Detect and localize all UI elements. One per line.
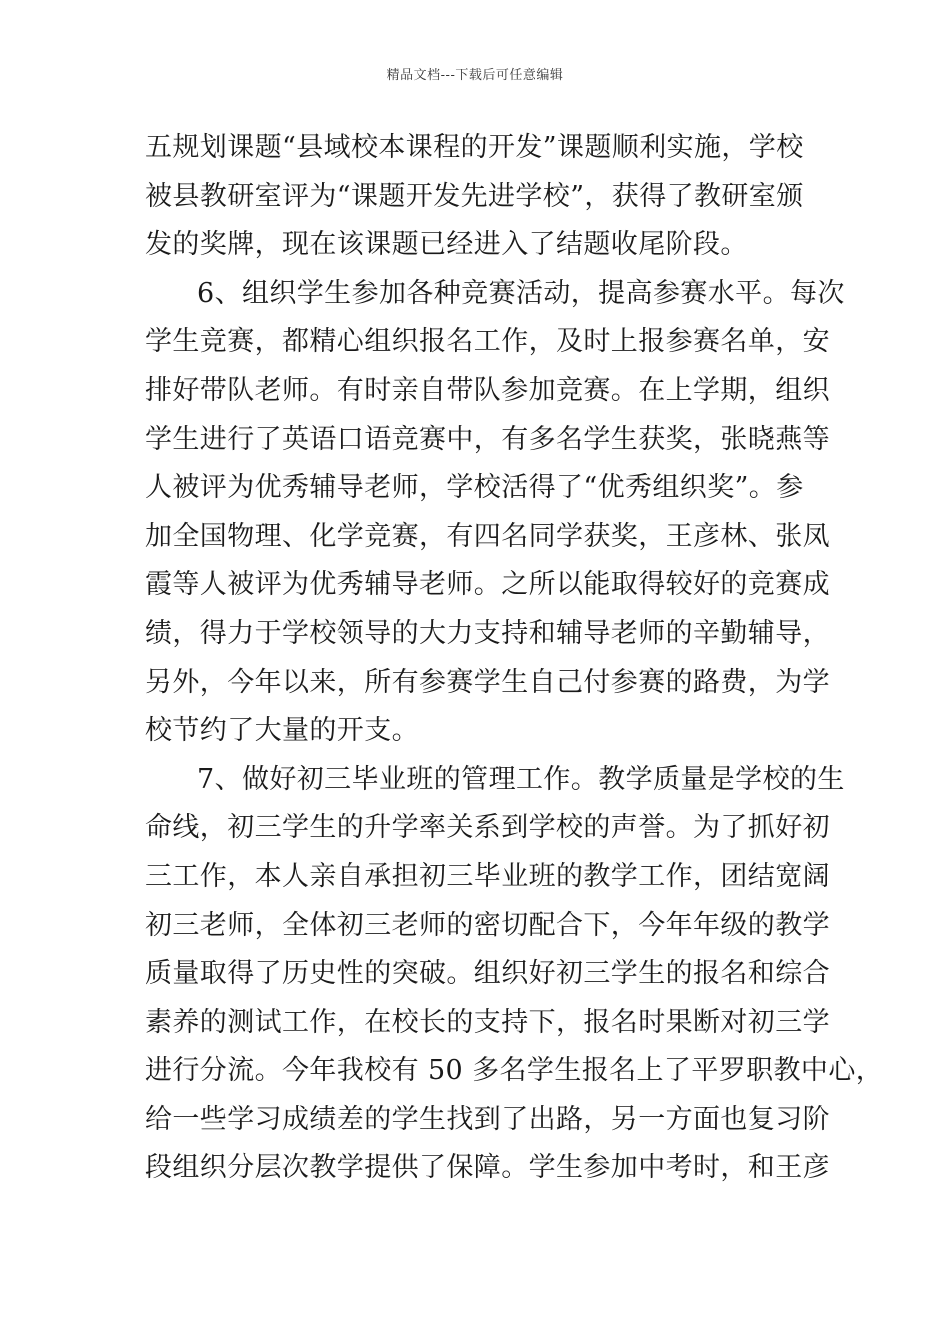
text-line: 校节约了大量的开支。 xyxy=(145,715,419,747)
text-line: 学生竞赛，都精心组织报名工作，及时上报参赛名单，安 xyxy=(145,326,830,358)
text-line: 初三老师，全体初三老师的密切配合下，今年年级的教学 xyxy=(145,909,830,941)
text-line: 加全国物理、化学竞赛，有四名同学获奖，王彦林、张凤 xyxy=(145,520,830,552)
text-line: 霞等人被评为优秀辅导老师。之所以能取得较好的竞赛成 xyxy=(145,569,830,601)
text-line: 另外，今年以来，所有参赛学生自己付参赛的路费，为学 xyxy=(145,666,830,698)
text-line: 学生进行了英语口语竞赛中，有多名学生获奖，张晓燕等 xyxy=(145,423,830,455)
text-line: 绩，得力于学校领导的大力支持和辅导老师的辛勤辅导， xyxy=(145,617,830,649)
text-line: 排好带队老师。有时亲自带队参加竞赛。在上学期，组织 xyxy=(145,374,830,406)
text-line: 被县教研室评为“课题开发先进学校”，获得了教研室颁 xyxy=(145,180,804,212)
paragraph-graduating-class xyxy=(145,756,884,1193)
text-line: 发的奖牌，现在该课题已经进入了结题收尾阶段。 xyxy=(145,229,748,261)
text-line: 质量取得了历史性的突破。组织好初三学生的报名和综合 xyxy=(145,958,830,990)
page-header: 精品文档---下载后可任意编辑 xyxy=(386,68,564,83)
text-line: 素养的测试工作，在校长的支持下，报名时果断对初三学 xyxy=(145,1006,830,1038)
text-line: 三工作，本人亲自承担初三毕业班的教学工作，团结宽阔 xyxy=(145,860,830,892)
document-body xyxy=(145,124,884,1193)
text-line: 进行分流。今年我校有 50 多名学生报名上了平罗职教中心， xyxy=(145,1055,884,1087)
text-line: 给一些学习成绩差的学生找到了出路，另一方面也复习阶 xyxy=(145,1103,830,1135)
paragraph-project xyxy=(145,124,805,270)
text-line: 6、组织学生参加各种竞赛活动，提高参赛水平。每次 xyxy=(197,277,845,309)
text-line: 段组织分层次教学提供了保障。学生参加中考时，和王彦 xyxy=(145,1152,830,1184)
text-line: 五规划课题“县域校本课程的开发”课题顺利实施，学校 xyxy=(145,132,804,163)
text-line: 7、做好初三毕业班的管理工作。教学质量是学校的生 xyxy=(197,763,845,795)
text-line: 命线，初三学生的升学率关系到学校的声誉。为了抓好初 xyxy=(145,812,830,844)
text-line: 人被评为优秀辅导老师，学校活得了“优秀组织奖”。参 xyxy=(145,472,804,504)
paragraph-competitions xyxy=(145,270,845,756)
